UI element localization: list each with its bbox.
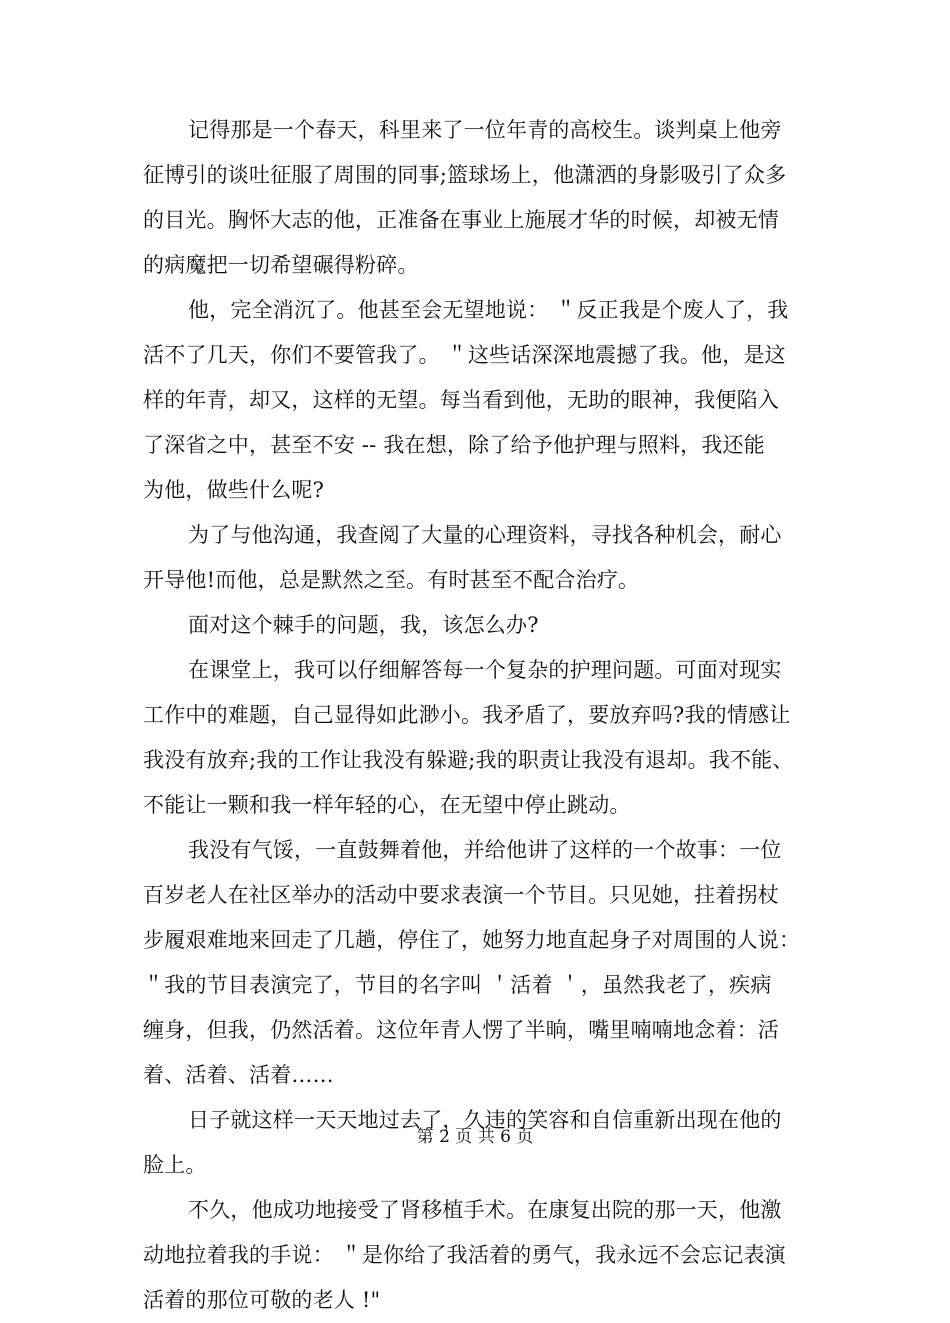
text-line: ＂我的节目表演完了，节目的名字叫 ＇活着 ＇，虽然我老了，疾病 [143, 973, 772, 997]
text-line: 百岁老人在社区举办的活动中要求表演一个节目。只见她，拄着拐杖 [143, 883, 779, 907]
text-line: 征博引的谈吐征服了周围的同事;篮球场上，他潇洒的身影吸引了众多 [143, 163, 787, 187]
text-line: 我没有气馁，一直鼓舞着他，并给他讲了这样的一个故事：一位 [188, 838, 782, 862]
text-line: 着、活着、活着…… [143, 1063, 334, 1087]
text-line: 为了与他沟通，我查阅了大量的心理资料，寻找各种机会，耐心 [188, 523, 782, 547]
paragraph [143, 1188, 813, 1323]
text-line: 为他，做些什么呢? [143, 478, 325, 502]
text-line: 不能让一颗和我一样年轻的心，在无望中停止跳动。 [143, 793, 631, 817]
text-line: 记得那是一个春天，科里来了一位年青的高校生。谈判桌上他旁 [188, 118, 782, 142]
page-number-footer: 第 2 页 共 6 页 [416, 1127, 534, 1147]
text-line: 缠身，但我，仍然活着。这位年青人愣了半晌，嘴里喃喃地念着：活 [143, 1018, 779, 1042]
text-line: 我没有放弃;我的工作让我没有躲避;我的职责让我没有退却。我不能、 [143, 748, 794, 772]
paragraph [143, 648, 813, 828]
paragraph [143, 513, 813, 603]
text-line: 在课堂上，我可以仔细解答每一个复杂的护理问题。可面对现实 [188, 658, 782, 682]
text-line: 不久，他成功地接受了肾移植手术。在康复出院的那一天，他激 [188, 1198, 782, 1222]
text-line: 开导他!而他，总是默然之至。有时甚至不配合治疗。 [143, 568, 640, 592]
paragraph [143, 108, 813, 288]
text-line: 的病魔把一切希望碾得粉碎。 [143, 253, 419, 277]
text-line: 脸上。 [143, 1153, 207, 1177]
text-line: 的目光。胸怀大志的他，正准备在事业上施展才华的时候，却被无情 [143, 208, 779, 232]
text-line: 活着的那位可敬的老人 !" [143, 1288, 381, 1312]
paragraph [143, 288, 813, 513]
text-line: 面对这个棘手的问题，我，该怎么办? [188, 613, 539, 637]
text-line: 步履艰难地来回走了几趟，停住了，她努力地直起身子对周围的人说： [143, 928, 801, 952]
text-line: 活不了几天，你们不要管我了。 ＂这些话深深地震撼了我。他，是这 [143, 343, 786, 367]
text-line: 日子就这样一天天地过去了，久违的笑容和自信重新出现在他的 [188, 1108, 782, 1132]
text-line: 了深省之中，甚至不安 -- 我在想，除了给予他护理与照料，我还能 [143, 433, 765, 457]
text-line: 动地拉着我的手说： ＂是你给了我活着的勇气，我永远不会忘记表演 [143, 1243, 786, 1267]
text-line: 工作中的难题，自己显得如此渺小。我矛盾了，要放弃吗?我的情感让 [143, 703, 791, 727]
text-line: 他，完全消沉了。他甚至会无望地说： ＂反正我是个废人了，我 [188, 298, 789, 322]
paragraph [143, 828, 813, 1098]
text-line: 样的年青，却又，这样的无望。每当看到他，无助的眼神，我便陷入 [143, 388, 779, 412]
paragraph [143, 603, 813, 648]
